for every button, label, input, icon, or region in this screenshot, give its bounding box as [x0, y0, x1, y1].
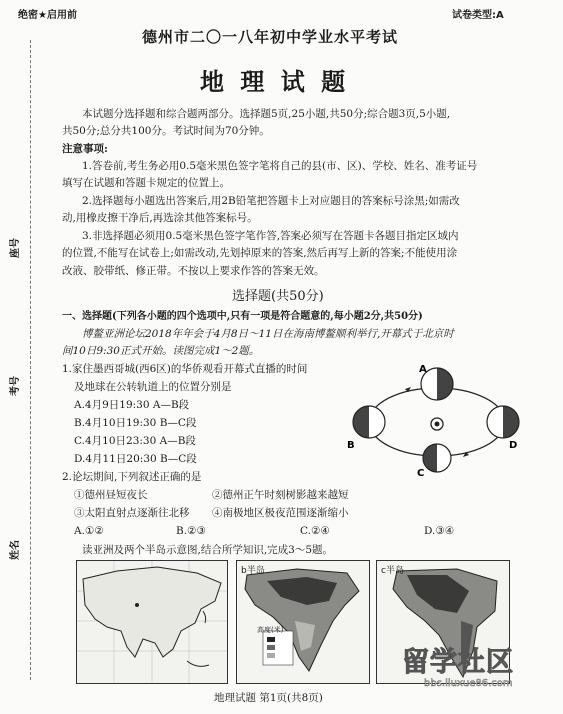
q2-option-c: C.②④: [300, 525, 330, 537]
intro-line-1: 本试题分选择题和综合题两部分。选择题5页,25小题,共50分;综合题3页,5小题,: [82, 108, 451, 120]
passage-line-2: 间10日9:30正式开始。读图完成1～2题。: [62, 345, 260, 357]
binding-line: [30, 40, 31, 680]
q1-option-d: D.4月11日20:30 B—C段: [74, 453, 197, 465]
orbit-label-c: C: [417, 468, 425, 479]
earth-orbit-diagram: [345, 360, 525, 480]
q2-statement-4: ④南极地区极夜范围逐渐缩小: [212, 507, 349, 519]
notice-line: 1.答卷前,考生务必用0.5毫米黑色签字笔将自己的县(市、区)、学校、姓名、准考证号: [82, 160, 478, 172]
secret-label: 绝密★启用前: [18, 10, 77, 21]
peninsula-c-label: c半岛: [381, 566, 404, 576]
notice-line: 填写在试题和答题卡规定的位置上。: [62, 177, 230, 189]
q1-option-c: C.4月10日23:30 A—B段: [74, 435, 196, 447]
section-title: 选择题(共50分): [232, 289, 324, 304]
peninsula-b-map: [236, 560, 370, 684]
legend-title: 高度(米): [257, 626, 284, 634]
earth-d: [487, 406, 519, 438]
q2-option-a: A.①②: [74, 525, 104, 537]
orbit-label-b: B: [347, 440, 355, 451]
q1-stem-1: 1.家住墨西哥城(西6区)的华侨观看开幕式直播的时间: [62, 363, 308, 375]
notice-line: 动,用橡皮擦干净后,再选涂其他答案标号。: [62, 212, 258, 224]
earth-b: [353, 406, 385, 438]
orbit-label-d: D: [509, 440, 518, 451]
seat-label: 座号: [10, 238, 21, 258]
exam-title: 德州市二〇一八年初中学业水平考试: [142, 28, 399, 46]
peninsula-b-drawing: [237, 561, 369, 683]
q1-stem-2: 及地球在公转轨道上的位置分别是: [74, 381, 232, 393]
notice-line: 的位置,不能写在试卷上;如需改动,先划掉原来的答案,然后再写上新的答案;不能使用涂: [62, 247, 458, 259]
q2-option-b: B.②③: [176, 525, 206, 537]
name-label: 姓名: [10, 540, 21, 560]
orbit-label-a: A: [419, 364, 427, 375]
q2-stem: 2.论坛期间,下列叙述正确的是: [62, 471, 202, 483]
watermark-logo: 留学社区: [402, 647, 514, 678]
intro-line-2: 共50分;总分共100分。考试时间为70分钟。: [62, 125, 270, 137]
asia-map: [76, 560, 228, 684]
q2-statement-1: ①德州昼短夜长: [74, 489, 148, 501]
page-footer: 地理试题 第1页(共8页): [214, 692, 323, 704]
q2-statement-2: ②德州正午时刻树影越来越短: [212, 489, 349, 501]
exam-no-label: 考号: [10, 376, 21, 396]
subject-title: 地 理 试 题: [200, 68, 350, 96]
notice-line: 2.选择题每小题选出答案后,用2B铅笔把答题卡上对应题目的答案标号涂黑;如需改: [82, 195, 460, 207]
q1-option-a: A.4月9日19:30 A—B段: [74, 399, 190, 411]
peninsula-b-label: b半岛: [241, 566, 265, 576]
earth-c: [423, 444, 451, 472]
notice-line: 3.非选择题必须用0.5毫米黑色签字笔作答,答案必须写在答题卡各题目指定区域内: [82, 230, 459, 242]
passage-line-1: 博鳌亚洲论坛2018年年会于4月8日～11日在海南博鳌顺利举行,开幕式于北京时: [82, 328, 454, 340]
q2-option-d: D.③④: [424, 525, 455, 537]
notice-title: 注意事项:: [62, 143, 108, 155]
q2-statement-3: ③太阳直射点逐渐往北移: [74, 507, 190, 519]
map-intro: 读亚洲及两个半岛示意图,结合所学知识,完成3～5题。: [82, 544, 334, 556]
watermark-url: bbs.liuxue86.com: [424, 678, 513, 689]
asia-map-drawing: [77, 561, 227, 683]
q1-option-b: B.4月10日19:30 B—C段: [74, 417, 197, 429]
sun-core: [435, 422, 440, 427]
section-intro: 一、选择题(下列各小题的四个选项中,只有一项是符合题意的,每小题2分,共50分): [62, 311, 423, 322]
notice-line: 改液、胶带纸、修正带。不按以上要求作答的答案无效。: [62, 265, 325, 277]
paper-type-label: 试卷类型:A: [452, 10, 504, 21]
